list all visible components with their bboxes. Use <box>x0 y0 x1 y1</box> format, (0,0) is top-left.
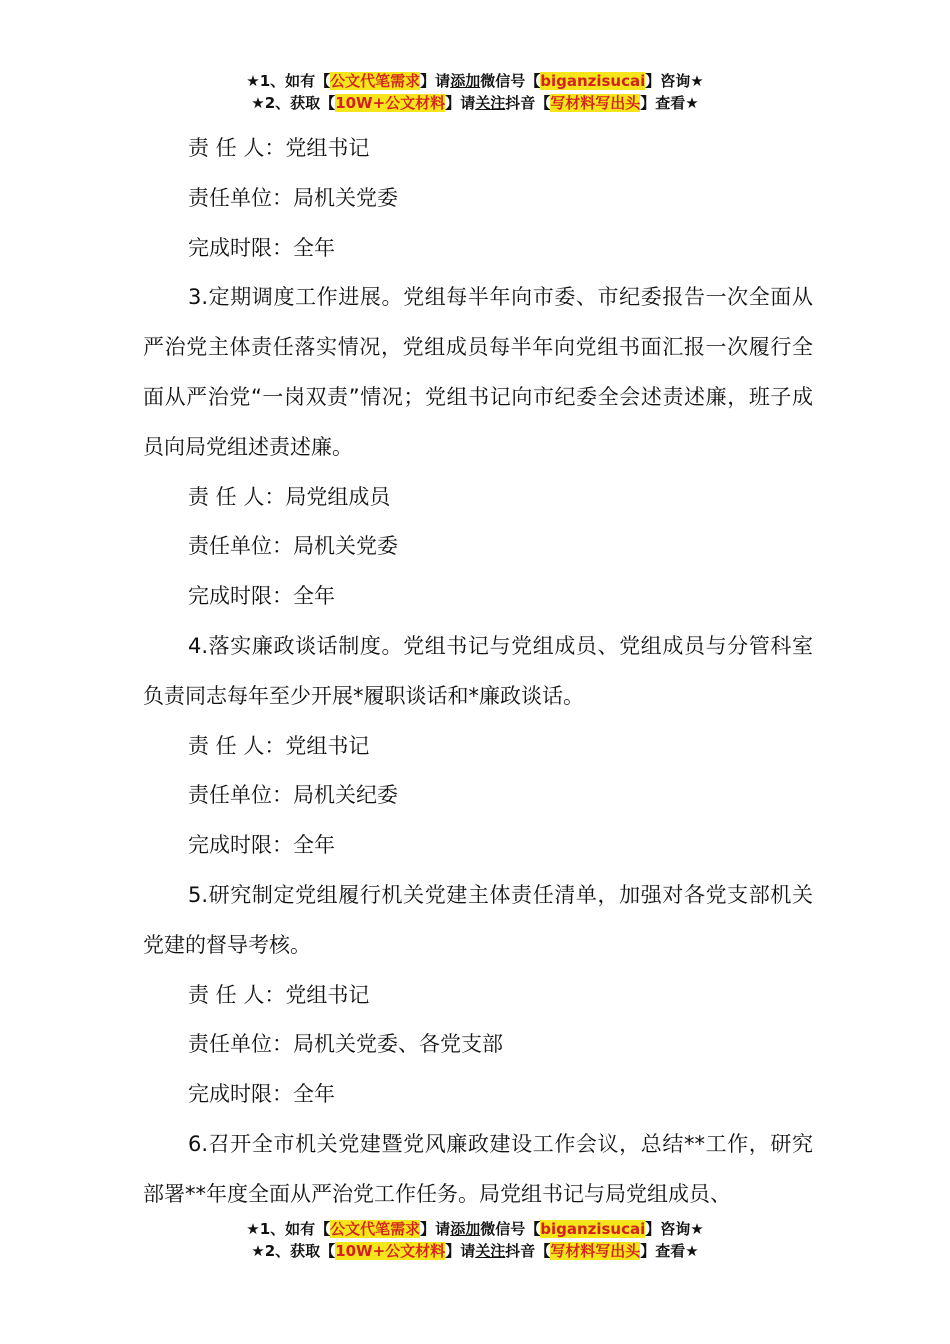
promo-text: 】查看★ <box>640 1242 699 1260</box>
promo-text: 】查看★ <box>640 94 699 112</box>
responsible-unit: 责任单位：局机关党委、各党支部 <box>188 1032 503 1057</box>
promo-highlight: 公文代笔需求 <box>330 72 421 90</box>
promo-emphasis: 添加 <box>450 1220 481 1238</box>
responsible-person: 责 任 人：党组书记 <box>188 136 370 160</box>
task-paragraph: 6.召开全市机关党建暨党风廉政建设工作会议，总结**工作，研究部署**年度全面从严治党工作任务。局党组书记与局党组成员、 <box>143 1131 813 1206</box>
promo-text: 抖音【 <box>505 94 551 112</box>
promo-text: 】咨询★ <box>645 1220 704 1238</box>
promo-banner-top <box>0 70 950 114</box>
promo-douyin-id: 写材料写出头 <box>550 1242 641 1260</box>
responsible-person: 责 任 人：局党组成员 <box>188 484 391 509</box>
promo-text: 】请 <box>420 1220 451 1238</box>
deadline: 完成时限：全年 <box>188 584 335 609</box>
promo-text: ★1、如有【 <box>246 1220 331 1238</box>
promo-emphasis: 关注 <box>475 1242 506 1260</box>
task-paragraph: 5.研究制定党组履行机关党建主体责任清单，加强对各党支部机关党建的督导考核。 <box>143 882 813 957</box>
promo-line-1 <box>0 1218 950 1240</box>
responsible-unit: 责任单位：局机关党委 <box>188 534 398 559</box>
promo-line-2 <box>0 92 950 114</box>
promo-douyin-id: 写材料写出头 <box>550 94 641 112</box>
promo-wechat-id: biganzisucai <box>540 72 646 90</box>
promo-line-1 <box>0 70 950 92</box>
deadline: 完成时限：全年 <box>188 235 335 260</box>
responsible-unit: 责任单位：局机关党委 <box>188 185 398 210</box>
promo-emphasis: 添加 <box>450 72 481 90</box>
promo-text: 微信号【 <box>480 72 541 90</box>
responsible-person: 责 任 人：党组书记 <box>188 982 370 1007</box>
responsible-unit: 责任单位：局机关纪委 <box>188 783 398 808</box>
document-body <box>143 124 813 1220</box>
responsible-person: 责 任 人：党组书记 <box>188 733 370 758</box>
promo-text: 抖音【 <box>505 1242 551 1260</box>
deadline: 完成时限：全年 <box>188 1082 335 1107</box>
task-paragraph: 4.落实廉政谈话制度。党组书记与党组成员、党组成员与分管科室负责同志每年至少开展*履职谈话和*廉政谈话。 <box>143 633 813 708</box>
promo-text: ★2、获取【 <box>251 94 336 112</box>
promo-text: 】请 <box>420 72 451 90</box>
promo-banner-bottom <box>0 1218 950 1262</box>
promo-text: 】咨询★ <box>645 72 704 90</box>
promo-text: ★2、获取【 <box>251 1242 336 1260</box>
task-paragraph: 3.定期调度工作进展。党组每半年向市委、市纪委报告一次全面从严治党主体责任落实情况，党组成员每半年向党组书面汇报一次履行全面从严治党“一岗双责”情况；党组书记向市纪委全会述责述廉，班子成员向局党组述责述廉。 <box>143 285 813 459</box>
promo-wechat-id: biganzisucai <box>540 1220 646 1238</box>
promo-emphasis: 关注 <box>475 94 506 112</box>
deadline: 完成时限：全年 <box>188 833 335 858</box>
promo-text: 】请 <box>445 94 476 112</box>
promo-text: 】请 <box>445 1242 476 1260</box>
promo-line-2 <box>0 1240 950 1262</box>
promo-highlight: 公文代笔需求 <box>330 1220 421 1238</box>
promo-highlight: 10W+公文材料 <box>335 94 446 112</box>
promo-text: ★1、如有【 <box>246 72 331 90</box>
promo-text: 微信号【 <box>480 1220 541 1238</box>
promo-highlight: 10W+公文材料 <box>335 1242 446 1260</box>
